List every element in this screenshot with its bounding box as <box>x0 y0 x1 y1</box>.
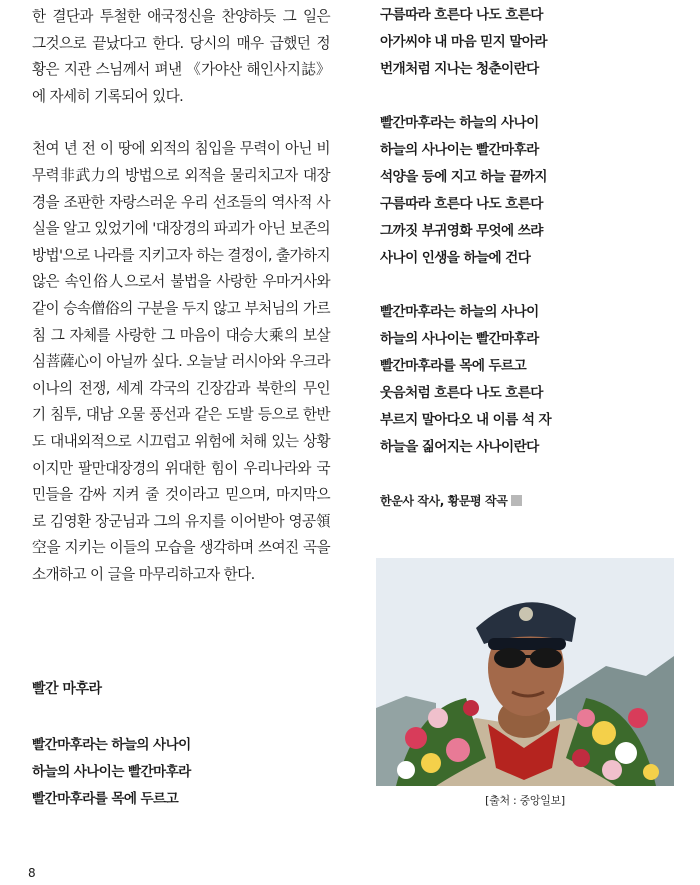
photo-sunglasses-left <box>494 648 526 668</box>
lyric-line: 빨간마후라를 목에 두르고 <box>380 358 527 374</box>
song-credit-text: 한운사 작사, 황문평 작곡 <box>380 494 508 508</box>
song-title: 빨간 마후라 <box>32 681 102 697</box>
lyric-line: 웃음처럼 흐른다 나도 흐른다 <box>380 385 543 401</box>
lyric-line: 구름따라 흐른다 나도 흐른다 <box>380 7 543 23</box>
end-mark-icon <box>511 495 522 506</box>
photo-caption: [출처 : 중앙일보] <box>485 794 565 807</box>
lyric-line: 하늘의 사나이는 빨간마후라 <box>380 331 539 347</box>
lyric-line: 하늘의 사나이는 빨간마후라 <box>380 142 539 158</box>
lyric-line: 번개처럼 지나는 청춘이란다 <box>380 61 539 77</box>
lyric-line: 빨간마후라는 하늘의 사나이 <box>32 737 191 753</box>
lyric-line: 석양을 등에 지고 하늘 끝까지 <box>380 169 547 185</box>
lyric-line: 하늘을 짊어지는 사나이란다 <box>380 439 539 455</box>
lyric-line: 그까짓 부귀영화 무엇에 쓰랴 <box>380 223 543 239</box>
lyric-stanza <box>380 299 680 461</box>
lyrics-left <box>32 732 191 813</box>
photo-cap-badge <box>519 607 533 621</box>
lyric-line: 구름따라 흐른다 나도 흐른다 <box>380 196 543 212</box>
lyric-line: 빨간마후라를 목에 두르고 <box>32 791 179 807</box>
lyric-line: 빨간마후라는 하늘의 사나이 <box>380 115 539 131</box>
lyric-stanza <box>380 110 680 272</box>
photo-sunglasses-right <box>530 648 562 668</box>
lyrics-right <box>380 2 680 461</box>
pilot-photo <box>376 558 674 786</box>
lyric-line: 빨간마후라는 하늘의 사나이 <box>380 304 539 320</box>
photo-cap-visor <box>488 638 566 650</box>
lyric-line: 하늘의 사나이는 빨간마후라 <box>32 764 191 780</box>
song-credit <box>380 492 522 509</box>
lyric-line: 아가씨야 내 마음 믿지 말아라 <box>380 34 547 50</box>
lyric-line: 부르지 말아다오 내 이름 석 자 <box>380 412 552 428</box>
lyric-line: 사나이 인생을 하늘에 건다 <box>380 250 531 266</box>
lyric-stanza <box>380 2 680 83</box>
article-paragraph: 천여 년 전 이 땅에 외적의 침입을 무력이 아닌 비무력非武力의 방법으로 외적을 물리치고자 대장경을 조판한 자랑스러운 우리 선조들의 역사적 사실을 알고 있었기에 '대장경의 파괴가 아닌 보존의 방법'으로 나라를 지키고자 하는 결정이, 출가하지 않은 속인俗人으로서 불법을 사랑한 우마거사와 같이 승속僧俗의 구분을 두지 않고 부처님의 가르침 그 자체를 사랑한 그 마음이 대승大乘의 보살심菩薩心이 아닐까 싶다. 오늘날 러시아와 우크라이나의 전쟁, 세계 각국의 긴장감과 북한의 무인기 침투, 대남 오물 풍선과 같은 도발 등으로 한반도 대내외적으로 시끄럽고 위험에 처해 있는 상황이지만 팔만대장경의 위대한 힘이 우리나라와 국민들을 감싸 지켜 줄 것이라고 믿으며, 마지막으로 김영환 장군님과 그의 유지를 이어받아 영공領空을 지키는 이들의 모습을 생각하며 쓰여진 곡을 소개하고 이 글을 마무리하고자 한다. <box>32 140 330 583</box>
article-paragraph: 한 결단과 투철한 애국정신을 찬양하듯 그 일은 그것으로 끝났다고 한다. 당시의 매우 급했던 정황은 지관 스님께서 펴낸 《가야산 해인사지誌》에 자세히 기록되어 있다. <box>32 8 330 105</box>
article-body <box>32 4 330 588</box>
photo-sunglasses-bridge <box>524 655 532 658</box>
page-number: 8 <box>28 866 36 880</box>
